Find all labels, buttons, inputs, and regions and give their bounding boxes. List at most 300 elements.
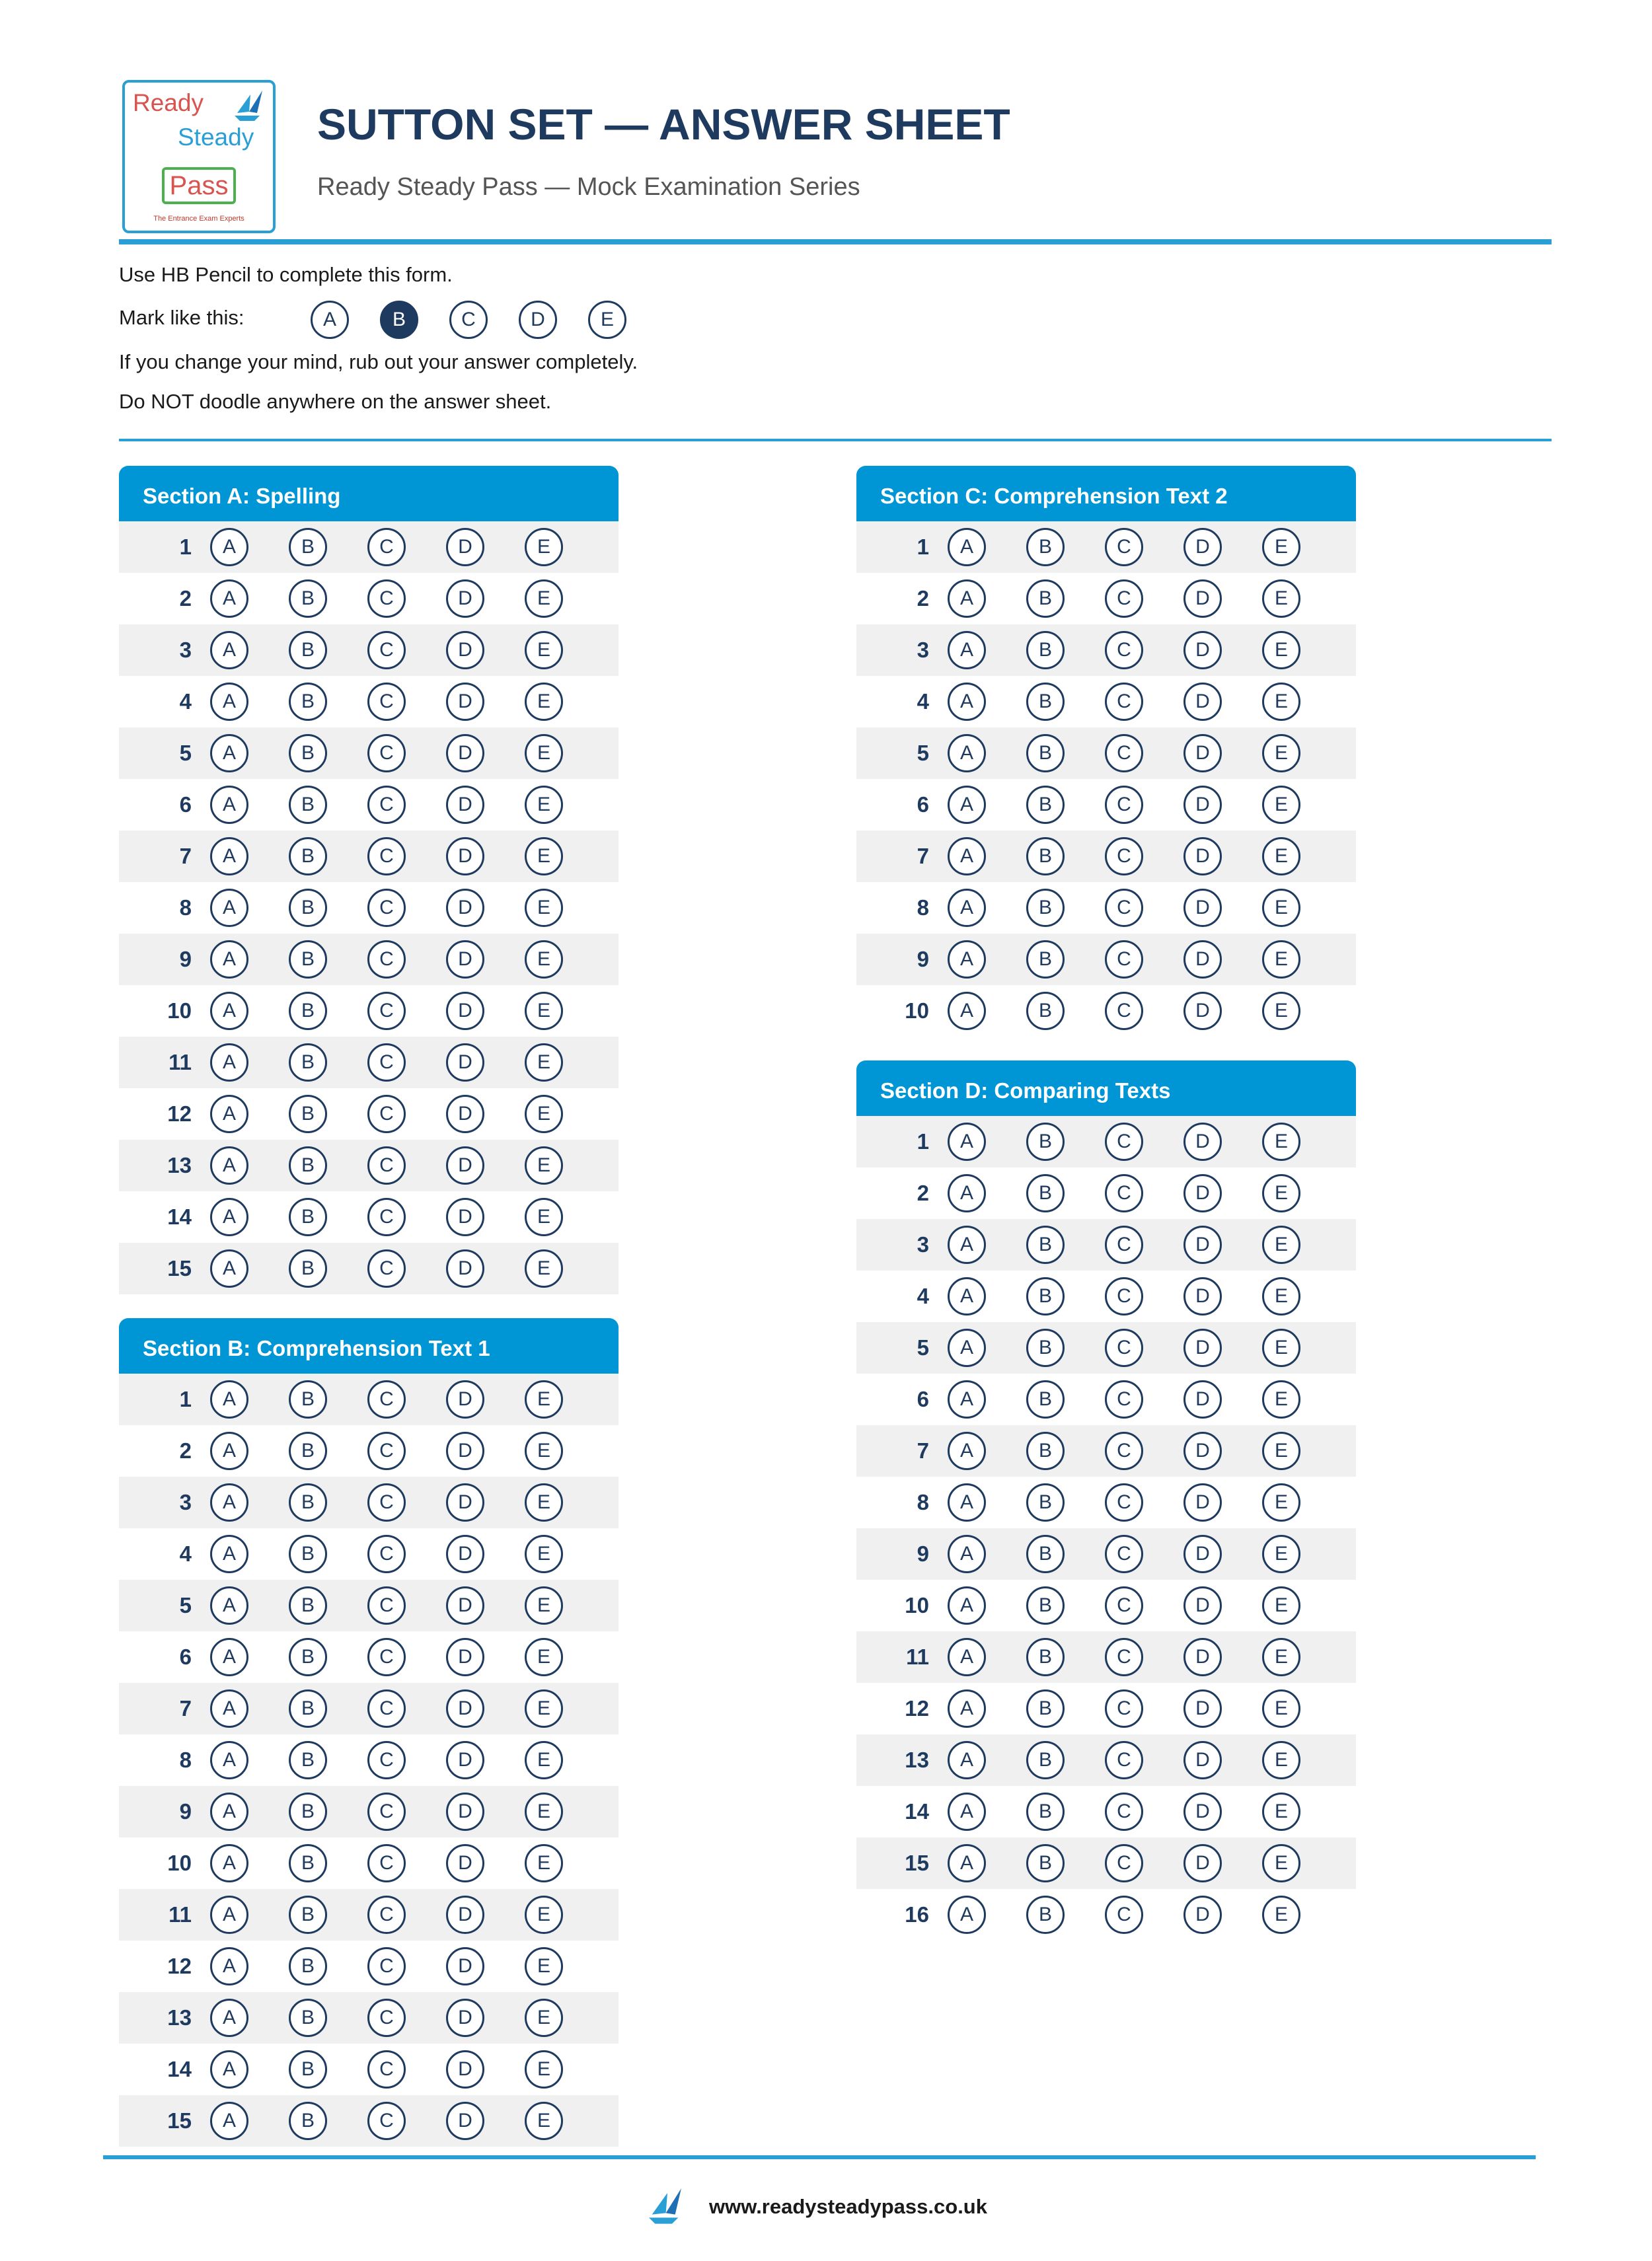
answer-bubble-d[interactable]: D bbox=[446, 1380, 484, 1419]
answer-bubble-d[interactable]: D bbox=[1183, 837, 1222, 875]
answer-bubble-b[interactable]: B bbox=[289, 1741, 327, 1779]
question-number: 3 bbox=[917, 638, 929, 662]
answer-bubble-b[interactable]: B bbox=[289, 579, 327, 618]
answer-bubble-d[interactable]: D bbox=[446, 1146, 484, 1185]
answer-bubble-d[interactable]: D bbox=[1183, 1174, 1222, 1212]
answer-bubble-b[interactable]: B bbox=[289, 1844, 327, 1882]
answer-options bbox=[210, 1689, 563, 1728]
answer-bubble-a[interactable]: A bbox=[210, 1896, 248, 1934]
answer-bubble-e[interactable]: E bbox=[525, 1483, 563, 1522]
answer-bubble-a[interactable]: A bbox=[210, 1999, 248, 2037]
answer-bubble-e[interactable]: E bbox=[525, 1198, 563, 1236]
answer-bubble-a[interactable]: A bbox=[210, 1947, 248, 1985]
answer-bubble-d[interactable]: D bbox=[1183, 1586, 1222, 1625]
answer-bubble-b[interactable]: B bbox=[1026, 1226, 1065, 1264]
answer-bubble-a[interactable]: A bbox=[948, 528, 986, 566]
answer-bubble-a[interactable]: A bbox=[948, 1741, 986, 1779]
answer-bubble-b[interactable]: B bbox=[1026, 1174, 1065, 1212]
answer-bubble-e[interactable]: E bbox=[1262, 889, 1300, 927]
answer-bubble-c[interactable]: C bbox=[1105, 1844, 1143, 1882]
answer-bubble-b[interactable]: B bbox=[1026, 837, 1065, 875]
answer-bubble-d[interactable]: D bbox=[446, 734, 484, 772]
answer-options bbox=[948, 528, 1300, 566]
answer-bubble-c[interactable]: C bbox=[367, 1793, 406, 1831]
answer-bubble-c[interactable]: C bbox=[367, 1535, 406, 1573]
answer-bubble-e[interactable]: E bbox=[525, 528, 563, 566]
answer-bubble-d[interactable]: D bbox=[446, 1249, 484, 1288]
answer-bubble-a[interactable]: A bbox=[210, 734, 248, 772]
answer-bubble-e[interactable]: E bbox=[1262, 631, 1300, 669]
answer-bubble-c[interactable]: C bbox=[1105, 1793, 1143, 1831]
answer-bubble-e[interactable]: E bbox=[1262, 786, 1300, 824]
answer-bubble-d[interactable]: D bbox=[446, 1947, 484, 1985]
answer-bubble-b[interactable]: B bbox=[289, 1483, 327, 1522]
answer-bubble-d[interactable]: D bbox=[446, 889, 484, 927]
answer-bubble-c[interactable]: C bbox=[1105, 1741, 1143, 1779]
answer-bubble-e[interactable]: E bbox=[525, 734, 563, 772]
answer-bubble-d[interactable]: D bbox=[1183, 1535, 1222, 1573]
answer-bubble-c[interactable]: C bbox=[1105, 1329, 1143, 1367]
answer-bubble-a[interactable]: A bbox=[210, 1483, 248, 1522]
answer-options bbox=[210, 1947, 563, 1985]
answer-bubble-c[interactable]: C bbox=[367, 1043, 406, 1082]
answer-bubble-a[interactable]: A bbox=[210, 1095, 248, 1133]
answer-bubble-d[interactable]: D bbox=[446, 2102, 484, 2140]
section-d-question-13 bbox=[856, 1734, 1356, 1786]
answer-bubble-b[interactable]: B bbox=[289, 1793, 327, 1831]
answer-bubble-a[interactable]: A bbox=[948, 992, 986, 1030]
answer-bubble-a[interactable]: A bbox=[210, 940, 248, 979]
answer-bubble-a[interactable]: A bbox=[210, 1432, 248, 1470]
question-number: 3 bbox=[917, 1232, 929, 1257]
answer-bubble-e[interactable]: E bbox=[525, 889, 563, 927]
answer-bubble-b[interactable]: B bbox=[1026, 683, 1065, 721]
answer-bubble-d[interactable]: D bbox=[1183, 1689, 1222, 1728]
answer-bubble-e[interactable]: E bbox=[525, 1432, 563, 1470]
answer-bubble-e[interactable]: E bbox=[525, 579, 563, 618]
answer-bubble-b[interactable]: B bbox=[289, 1896, 327, 1934]
answer-bubble-e[interactable]: E bbox=[1262, 1226, 1300, 1264]
answer-bubble-d[interactable]: D bbox=[1183, 1380, 1222, 1419]
answer-bubble-c[interactable]: C bbox=[1105, 1123, 1143, 1161]
answer-bubble-d[interactable]: D bbox=[1183, 786, 1222, 824]
answer-bubble-a[interactable]: A bbox=[210, 1249, 248, 1288]
answer-bubble-e[interactable]: E bbox=[1262, 1586, 1300, 1625]
answer-bubble-a[interactable]: A bbox=[948, 1174, 986, 1212]
answer-bubble-b[interactable]: B bbox=[289, 2050, 327, 2089]
answer-bubble-e[interactable]: E bbox=[1262, 940, 1300, 979]
answer-bubble-e[interactable]: E bbox=[525, 1146, 563, 1185]
answer-bubble-e[interactable]: E bbox=[525, 1689, 563, 1728]
answer-bubble-b[interactable]: B bbox=[1026, 1638, 1065, 1676]
answer-bubble-e[interactable]: E bbox=[1262, 734, 1300, 772]
answer-bubble-b[interactable]: B bbox=[1026, 1432, 1065, 1470]
answer-bubble-b[interactable]: B bbox=[289, 2102, 327, 2140]
answer-bubble-d[interactable]: D bbox=[446, 1844, 484, 1882]
answer-bubble-a[interactable]: A bbox=[948, 1896, 986, 1934]
answer-bubble-a[interactable]: A bbox=[210, 683, 248, 721]
answer-bubble-c[interactable]: C bbox=[367, 1146, 406, 1185]
answer-bubble-c[interactable]: C bbox=[367, 528, 406, 566]
answer-bubble-a[interactable]: A bbox=[948, 1793, 986, 1831]
answer-bubble-e[interactable]: E bbox=[1262, 1689, 1300, 1728]
answer-bubble-b[interactable]: B bbox=[289, 1249, 327, 1288]
answer-bubble-a[interactable]: A bbox=[210, 1380, 248, 1419]
answer-bubble-a[interactable]: A bbox=[948, 1226, 986, 1264]
answer-bubble-d[interactable]: D bbox=[1183, 683, 1222, 721]
answer-bubble-e[interactable]: E bbox=[525, 1535, 563, 1573]
answer-bubble-d[interactable]: D bbox=[1183, 1277, 1222, 1316]
answer-bubble-d[interactable]: D bbox=[1183, 1483, 1222, 1522]
answer-bubble-a[interactable]: A bbox=[948, 734, 986, 772]
answer-bubble-b[interactable]: B bbox=[1026, 1896, 1065, 1934]
answer-bubble-d[interactable]: D bbox=[1183, 1741, 1222, 1779]
answer-bubble-e[interactable]: E bbox=[1262, 1380, 1300, 1419]
answer-bubble-e[interactable]: E bbox=[525, 1793, 563, 1831]
answer-bubble-e[interactable]: E bbox=[1262, 1844, 1300, 1882]
answer-bubble-c[interactable]: C bbox=[367, 579, 406, 618]
answer-bubble-d[interactable]: D bbox=[1183, 1793, 1222, 1831]
answer-bubble-e[interactable]: E bbox=[1262, 1483, 1300, 1522]
answer-bubble-b[interactable]: B bbox=[289, 837, 327, 875]
answer-bubble-d[interactable]: D bbox=[446, 1483, 484, 1522]
answer-bubble-a[interactable]: A bbox=[210, 1689, 248, 1728]
section-d-question-14 bbox=[856, 1786, 1356, 1837]
answer-bubble-c[interactable]: C bbox=[367, 2050, 406, 2089]
answer-bubble-e[interactable]: E bbox=[1262, 1123, 1300, 1161]
answer-bubble-b[interactable]: B bbox=[289, 683, 327, 721]
answer-bubble-d[interactable]: D bbox=[1183, 1844, 1222, 1882]
answer-bubble-c[interactable]: C bbox=[367, 1249, 406, 1288]
answer-bubble-c[interactable]: C bbox=[367, 1095, 406, 1133]
answer-bubble-e[interactable]: E bbox=[1262, 837, 1300, 875]
answer-bubble-e[interactable]: E bbox=[525, 1043, 563, 1082]
answer-bubble-c[interactable]: C bbox=[1105, 992, 1143, 1030]
answer-bubble-b[interactable]: B bbox=[1026, 992, 1065, 1030]
answer-bubble-d[interactable]: D bbox=[1183, 734, 1222, 772]
answer-bubble-d[interactable]: D bbox=[446, 786, 484, 824]
answer-bubble-b[interactable]: B bbox=[1026, 1586, 1065, 1625]
answer-bubble-c[interactable]: C bbox=[1105, 1277, 1143, 1316]
answer-bubble-a[interactable]: A bbox=[210, 2050, 248, 2089]
answer-bubble-e[interactable]: E bbox=[525, 1896, 563, 1934]
answer-bubble-b[interactable]: B bbox=[289, 786, 327, 824]
answer-bubble-e[interactable]: E bbox=[525, 1947, 563, 1985]
answer-bubble-e[interactable]: E bbox=[525, 837, 563, 875]
answer-bubble-e[interactable]: E bbox=[525, 631, 563, 669]
answer-bubble-d[interactable]: D bbox=[1183, 528, 1222, 566]
answer-bubble-b[interactable]: B bbox=[289, 1095, 327, 1133]
answer-bubble-d[interactable]: D bbox=[446, 1535, 484, 1573]
answer-bubble-b[interactable]: B bbox=[289, 1586, 327, 1625]
answer-bubble-b[interactable]: B bbox=[1026, 1329, 1065, 1367]
answer-bubble-c[interactable]: C bbox=[1105, 1896, 1143, 1934]
answer-bubble-d[interactable]: D bbox=[446, 1043, 484, 1082]
answer-bubble-e[interactable]: E bbox=[1262, 528, 1300, 566]
answer-bubble-a[interactable]: A bbox=[210, 1535, 248, 1573]
answer-bubble-e[interactable]: E bbox=[1262, 1432, 1300, 1470]
answer-bubble-b[interactable]: B bbox=[289, 1947, 327, 1985]
answer-bubble-a[interactable]: A bbox=[210, 2102, 248, 2140]
answer-bubble-b[interactable]: B bbox=[289, 1043, 327, 1082]
answer-bubble-d[interactable]: D bbox=[1183, 1638, 1222, 1676]
answer-bubble-e[interactable]: E bbox=[525, 1844, 563, 1882]
answer-bubble-c[interactable]: C bbox=[1105, 889, 1143, 927]
answer-bubble-d[interactable]: D bbox=[446, 579, 484, 618]
answer-bubble-a[interactable]: A bbox=[948, 1277, 986, 1316]
answer-bubble-a[interactable]: A bbox=[948, 1535, 986, 1573]
answer-bubble-c[interactable]: C bbox=[367, 1198, 406, 1236]
answer-bubble-e[interactable]: E bbox=[1262, 1535, 1300, 1573]
answer-bubble-d[interactable]: D bbox=[1183, 940, 1222, 979]
answer-bubble-b[interactable]: B bbox=[1026, 889, 1065, 927]
answer-bubble-c[interactable]: C bbox=[367, 1844, 406, 1882]
answer-bubble-c[interactable]: C bbox=[1105, 940, 1143, 979]
answer-bubble-a[interactable]: A bbox=[948, 786, 986, 824]
answer-bubble-d[interactable]: D bbox=[446, 631, 484, 669]
answer-bubble-e[interactable]: E bbox=[525, 1586, 563, 1625]
answer-bubble-b[interactable]: B bbox=[289, 631, 327, 669]
answer-bubble-b[interactable]: B bbox=[1026, 1689, 1065, 1728]
question-number: 9 bbox=[917, 947, 929, 971]
answer-bubble-a[interactable]: A bbox=[210, 528, 248, 566]
answer-bubble-e[interactable]: E bbox=[525, 1380, 563, 1419]
answer-bubble-d[interactable]: D bbox=[446, 837, 484, 875]
answer-bubble-a[interactable]: A bbox=[948, 1380, 986, 1419]
answer-bubble-a[interactable]: A bbox=[948, 579, 986, 618]
answer-bubble-b[interactable]: B bbox=[1026, 1483, 1065, 1522]
answer-bubble-c[interactable]: C bbox=[367, 683, 406, 721]
answer-bubble-d[interactable]: D bbox=[446, 1793, 484, 1831]
answer-bubble-a[interactable]: A bbox=[210, 1844, 248, 1882]
question-number: 10 bbox=[905, 1593, 929, 1617]
answer-bubble-e[interactable]: E bbox=[1262, 1793, 1300, 1831]
answer-bubble-b[interactable]: B bbox=[289, 734, 327, 772]
answer-bubble-c[interactable]: C bbox=[1105, 1638, 1143, 1676]
answer-bubble-d[interactable]: D bbox=[446, 2050, 484, 2089]
answer-bubble-c[interactable]: C bbox=[1105, 1586, 1143, 1625]
answer-bubble-a[interactable]: A bbox=[210, 579, 248, 618]
answer-bubble-d[interactable]: D bbox=[1183, 1896, 1222, 1934]
answer-bubble-b[interactable]: B bbox=[289, 940, 327, 979]
answer-bubble-a[interactable]: A bbox=[210, 889, 248, 927]
answer-bubble-b[interactable]: B bbox=[289, 1432, 327, 1470]
answer-bubble-e[interactable]: E bbox=[1262, 1638, 1300, 1676]
answer-bubble-c[interactable]: C bbox=[367, 734, 406, 772]
answer-bubble-a[interactable]: A bbox=[210, 837, 248, 875]
answer-bubble-b[interactable]: B bbox=[1026, 528, 1065, 566]
answer-bubble-c[interactable]: C bbox=[367, 889, 406, 927]
answer-bubble-e[interactable]: E bbox=[1262, 1329, 1300, 1367]
answer-bubble-c[interactable]: C bbox=[367, 1999, 406, 2037]
answer-bubble-b[interactable]: B bbox=[289, 1999, 327, 2037]
answer-bubble-b[interactable]: B bbox=[1026, 786, 1065, 824]
footer-url[interactable]: www.readysteadypass.co.uk bbox=[709, 2195, 987, 2218]
answer-bubble-c[interactable]: C bbox=[1105, 1380, 1143, 1419]
answer-bubble-e[interactable]: E bbox=[525, 1249, 563, 1288]
answer-bubble-e[interactable]: E bbox=[525, 940, 563, 979]
answer-bubble-b[interactable]: B bbox=[289, 992, 327, 1030]
answer-bubble-c[interactable]: C bbox=[367, 1638, 406, 1676]
instruction-pencil: Use HB Pencil to complete this form. bbox=[119, 263, 453, 286]
answer-bubble-a[interactable]: A bbox=[948, 1432, 986, 1470]
answer-bubble-b[interactable]: B bbox=[289, 1146, 327, 1185]
answer-bubble-c[interactable]: C bbox=[367, 786, 406, 824]
answer-options bbox=[210, 579, 563, 618]
answer-bubble-c[interactable]: C bbox=[1105, 579, 1143, 618]
answer-bubble-a[interactable]: A bbox=[210, 1043, 248, 1082]
answer-bubble-c[interactable]: C bbox=[367, 992, 406, 1030]
answer-bubble-b[interactable]: B bbox=[1026, 1741, 1065, 1779]
answer-bubble-b[interactable]: B bbox=[1026, 1123, 1065, 1161]
answer-bubble-d[interactable]: D bbox=[446, 1689, 484, 1728]
answer-options bbox=[948, 631, 1300, 669]
answer-bubble-a[interactable]: A bbox=[210, 1146, 248, 1185]
answer-bubble-d[interactable]: D bbox=[446, 1999, 484, 2037]
answer-bubble-e[interactable]: E bbox=[525, 1741, 563, 1779]
answer-bubble-b[interactable]: B bbox=[289, 1380, 327, 1419]
answer-bubble-b[interactable]: B bbox=[1026, 1380, 1065, 1419]
answer-bubble-d[interactable]: D bbox=[1183, 579, 1222, 618]
answer-bubble-a[interactable]: A bbox=[210, 1198, 248, 1236]
answer-bubble-c[interactable]: C bbox=[1105, 837, 1143, 875]
answer-bubble-c[interactable]: C bbox=[367, 1947, 406, 1985]
answer-bubble-c[interactable]: C bbox=[367, 1380, 406, 1419]
answer-bubble-b[interactable]: B bbox=[289, 528, 327, 566]
answer-bubble-d[interactable]: D bbox=[446, 1432, 484, 1470]
answer-bubble-c[interactable]: C bbox=[1105, 1689, 1143, 1728]
answer-bubble-d[interactable]: D bbox=[1183, 1329, 1222, 1367]
answer-bubble-d[interactable]: D bbox=[446, 1198, 484, 1236]
answer-bubble-a[interactable]: A bbox=[948, 1586, 986, 1625]
answer-bubble-b[interactable]: B bbox=[1026, 1277, 1065, 1316]
answer-bubble-c[interactable]: C bbox=[367, 1896, 406, 1934]
page-title: SUTTON SET — ANSWER SHEET bbox=[317, 100, 1010, 149]
answer-bubble-c[interactable]: C bbox=[367, 1586, 406, 1625]
answer-bubble-a[interactable]: A bbox=[210, 1638, 248, 1676]
answer-bubble-a[interactable]: A bbox=[948, 683, 986, 721]
answer-bubble-a[interactable]: A bbox=[948, 837, 986, 875]
answer-bubble-d[interactable]: D bbox=[446, 1095, 484, 1133]
answer-bubble-e[interactable]: E bbox=[525, 786, 563, 824]
answer-bubble-e[interactable]: E bbox=[525, 2050, 563, 2089]
answer-bubble-e[interactable]: E bbox=[525, 1999, 563, 2037]
answer-bubble-b[interactable]: B bbox=[1026, 631, 1065, 669]
answer-bubble-c[interactable]: C bbox=[1105, 1174, 1143, 1212]
answer-bubble-e[interactable]: E bbox=[1262, 1174, 1300, 1212]
answer-bubble-c[interactable]: C bbox=[1105, 786, 1143, 824]
answer-bubble-c[interactable]: C bbox=[1105, 631, 1143, 669]
answer-bubble-d[interactable]: D bbox=[446, 1896, 484, 1934]
answer-bubble-e[interactable]: E bbox=[525, 2102, 563, 2140]
answer-bubble-a[interactable]: A bbox=[948, 1638, 986, 1676]
answer-bubble-a[interactable]: A bbox=[210, 631, 248, 669]
answer-bubble-b[interactable]: B bbox=[289, 1689, 327, 1728]
answer-options bbox=[210, 1638, 563, 1676]
answer-bubble-c[interactable]: C bbox=[1105, 1432, 1143, 1470]
answer-bubble-c[interactable]: C bbox=[367, 940, 406, 979]
answer-bubble-d[interactable]: D bbox=[446, 1741, 484, 1779]
answer-bubble-e[interactable]: E bbox=[1262, 992, 1300, 1030]
answer-bubble-a[interactable]: A bbox=[210, 1741, 248, 1779]
answer-bubble-d[interactable]: D bbox=[446, 992, 484, 1030]
answer-bubble-c[interactable]: C bbox=[367, 1483, 406, 1522]
answer-bubble-b[interactable]: B bbox=[289, 889, 327, 927]
answer-bubble-b[interactable]: B bbox=[1026, 1535, 1065, 1573]
answer-bubble-b[interactable]: B bbox=[1026, 940, 1065, 979]
answer-options bbox=[948, 579, 1300, 618]
answer-bubble-c[interactable]: C bbox=[367, 1741, 406, 1779]
answer-bubble-d[interactable]: D bbox=[446, 940, 484, 979]
answer-bubble-c[interactable]: C bbox=[367, 1432, 406, 1470]
answer-bubble-d[interactable]: D bbox=[446, 1638, 484, 1676]
answer-bubble-b[interactable]: B bbox=[1026, 734, 1065, 772]
answer-bubble-a[interactable]: A bbox=[210, 992, 248, 1030]
answer-bubble-e[interactable]: E bbox=[1262, 1277, 1300, 1316]
answer-bubble-e[interactable]: E bbox=[525, 1095, 563, 1133]
answer-bubble-c[interactable]: C bbox=[367, 837, 406, 875]
answer-bubble-a[interactable]: A bbox=[210, 1793, 248, 1831]
answer-bubble-d[interactable]: D bbox=[446, 528, 484, 566]
answer-bubble-b[interactable]: B bbox=[289, 1638, 327, 1676]
answer-bubble-d[interactable]: D bbox=[1183, 1226, 1222, 1264]
answer-bubble-e[interactable]: E bbox=[1262, 1741, 1300, 1779]
answer-bubble-a[interactable]: A bbox=[948, 1844, 986, 1882]
answer-bubble-a[interactable]: A bbox=[210, 1586, 248, 1625]
answer-bubble-a[interactable]: A bbox=[948, 631, 986, 669]
answer-bubble-c[interactable]: C bbox=[367, 631, 406, 669]
answer-bubble-e[interactable]: E bbox=[1262, 1896, 1300, 1934]
answer-bubble-c[interactable]: C bbox=[367, 1689, 406, 1728]
answer-options bbox=[948, 1380, 1300, 1419]
answer-bubble-d[interactable]: D bbox=[1183, 889, 1222, 927]
answer-bubble-a[interactable]: A bbox=[210, 786, 248, 824]
answer-bubble-c[interactable]: C bbox=[1105, 734, 1143, 772]
answer-options bbox=[948, 889, 1300, 927]
answer-bubble-d[interactable]: D bbox=[1183, 631, 1222, 669]
answer-bubble-b[interactable]: B bbox=[1026, 1844, 1065, 1882]
answer-bubble-e[interactable]: E bbox=[1262, 683, 1300, 721]
answer-bubble-b[interactable]: B bbox=[1026, 579, 1065, 618]
answer-bubble-c[interactable]: C bbox=[1105, 1535, 1143, 1573]
answer-bubble-a[interactable]: A bbox=[948, 1329, 986, 1367]
section-a-question-13 bbox=[119, 1140, 619, 1191]
answer-bubble-e[interactable]: E bbox=[1262, 579, 1300, 618]
answer-bubble-a[interactable]: A bbox=[948, 1689, 986, 1728]
answer-bubble-d[interactable]: D bbox=[1183, 1123, 1222, 1161]
answer-bubble-a[interactable]: A bbox=[948, 1483, 986, 1522]
answer-bubble-b[interactable]: B bbox=[1026, 1793, 1065, 1831]
answer-bubble-a[interactable]: A bbox=[948, 1123, 986, 1161]
answer-bubble-d[interactable]: D bbox=[446, 683, 484, 721]
answer-bubble-b[interactable]: B bbox=[289, 1535, 327, 1573]
answer-bubble-d[interactable]: D bbox=[446, 1586, 484, 1625]
answer-bubble-a[interactable]: A bbox=[948, 889, 986, 927]
answer-bubble-c[interactable]: C bbox=[1105, 1483, 1143, 1522]
answer-bubble-a[interactable]: A bbox=[948, 940, 986, 979]
answer-bubble-c[interactable]: C bbox=[1105, 528, 1143, 566]
answer-options bbox=[948, 992, 1300, 1030]
answer-bubble-c[interactable]: C bbox=[367, 2102, 406, 2140]
answer-bubble-e[interactable]: E bbox=[525, 992, 563, 1030]
answer-bubble-e[interactable]: E bbox=[525, 683, 563, 721]
answer-bubble-e[interactable]: E bbox=[525, 1638, 563, 1676]
answer-bubble-c[interactable]: C bbox=[1105, 1226, 1143, 1264]
answer-bubble-b[interactable]: B bbox=[289, 1198, 327, 1236]
answer-bubble-c[interactable]: C bbox=[1105, 683, 1143, 721]
answer-bubble-d[interactable]: D bbox=[1183, 1432, 1222, 1470]
answer-bubble-d[interactable]: D bbox=[1183, 992, 1222, 1030]
